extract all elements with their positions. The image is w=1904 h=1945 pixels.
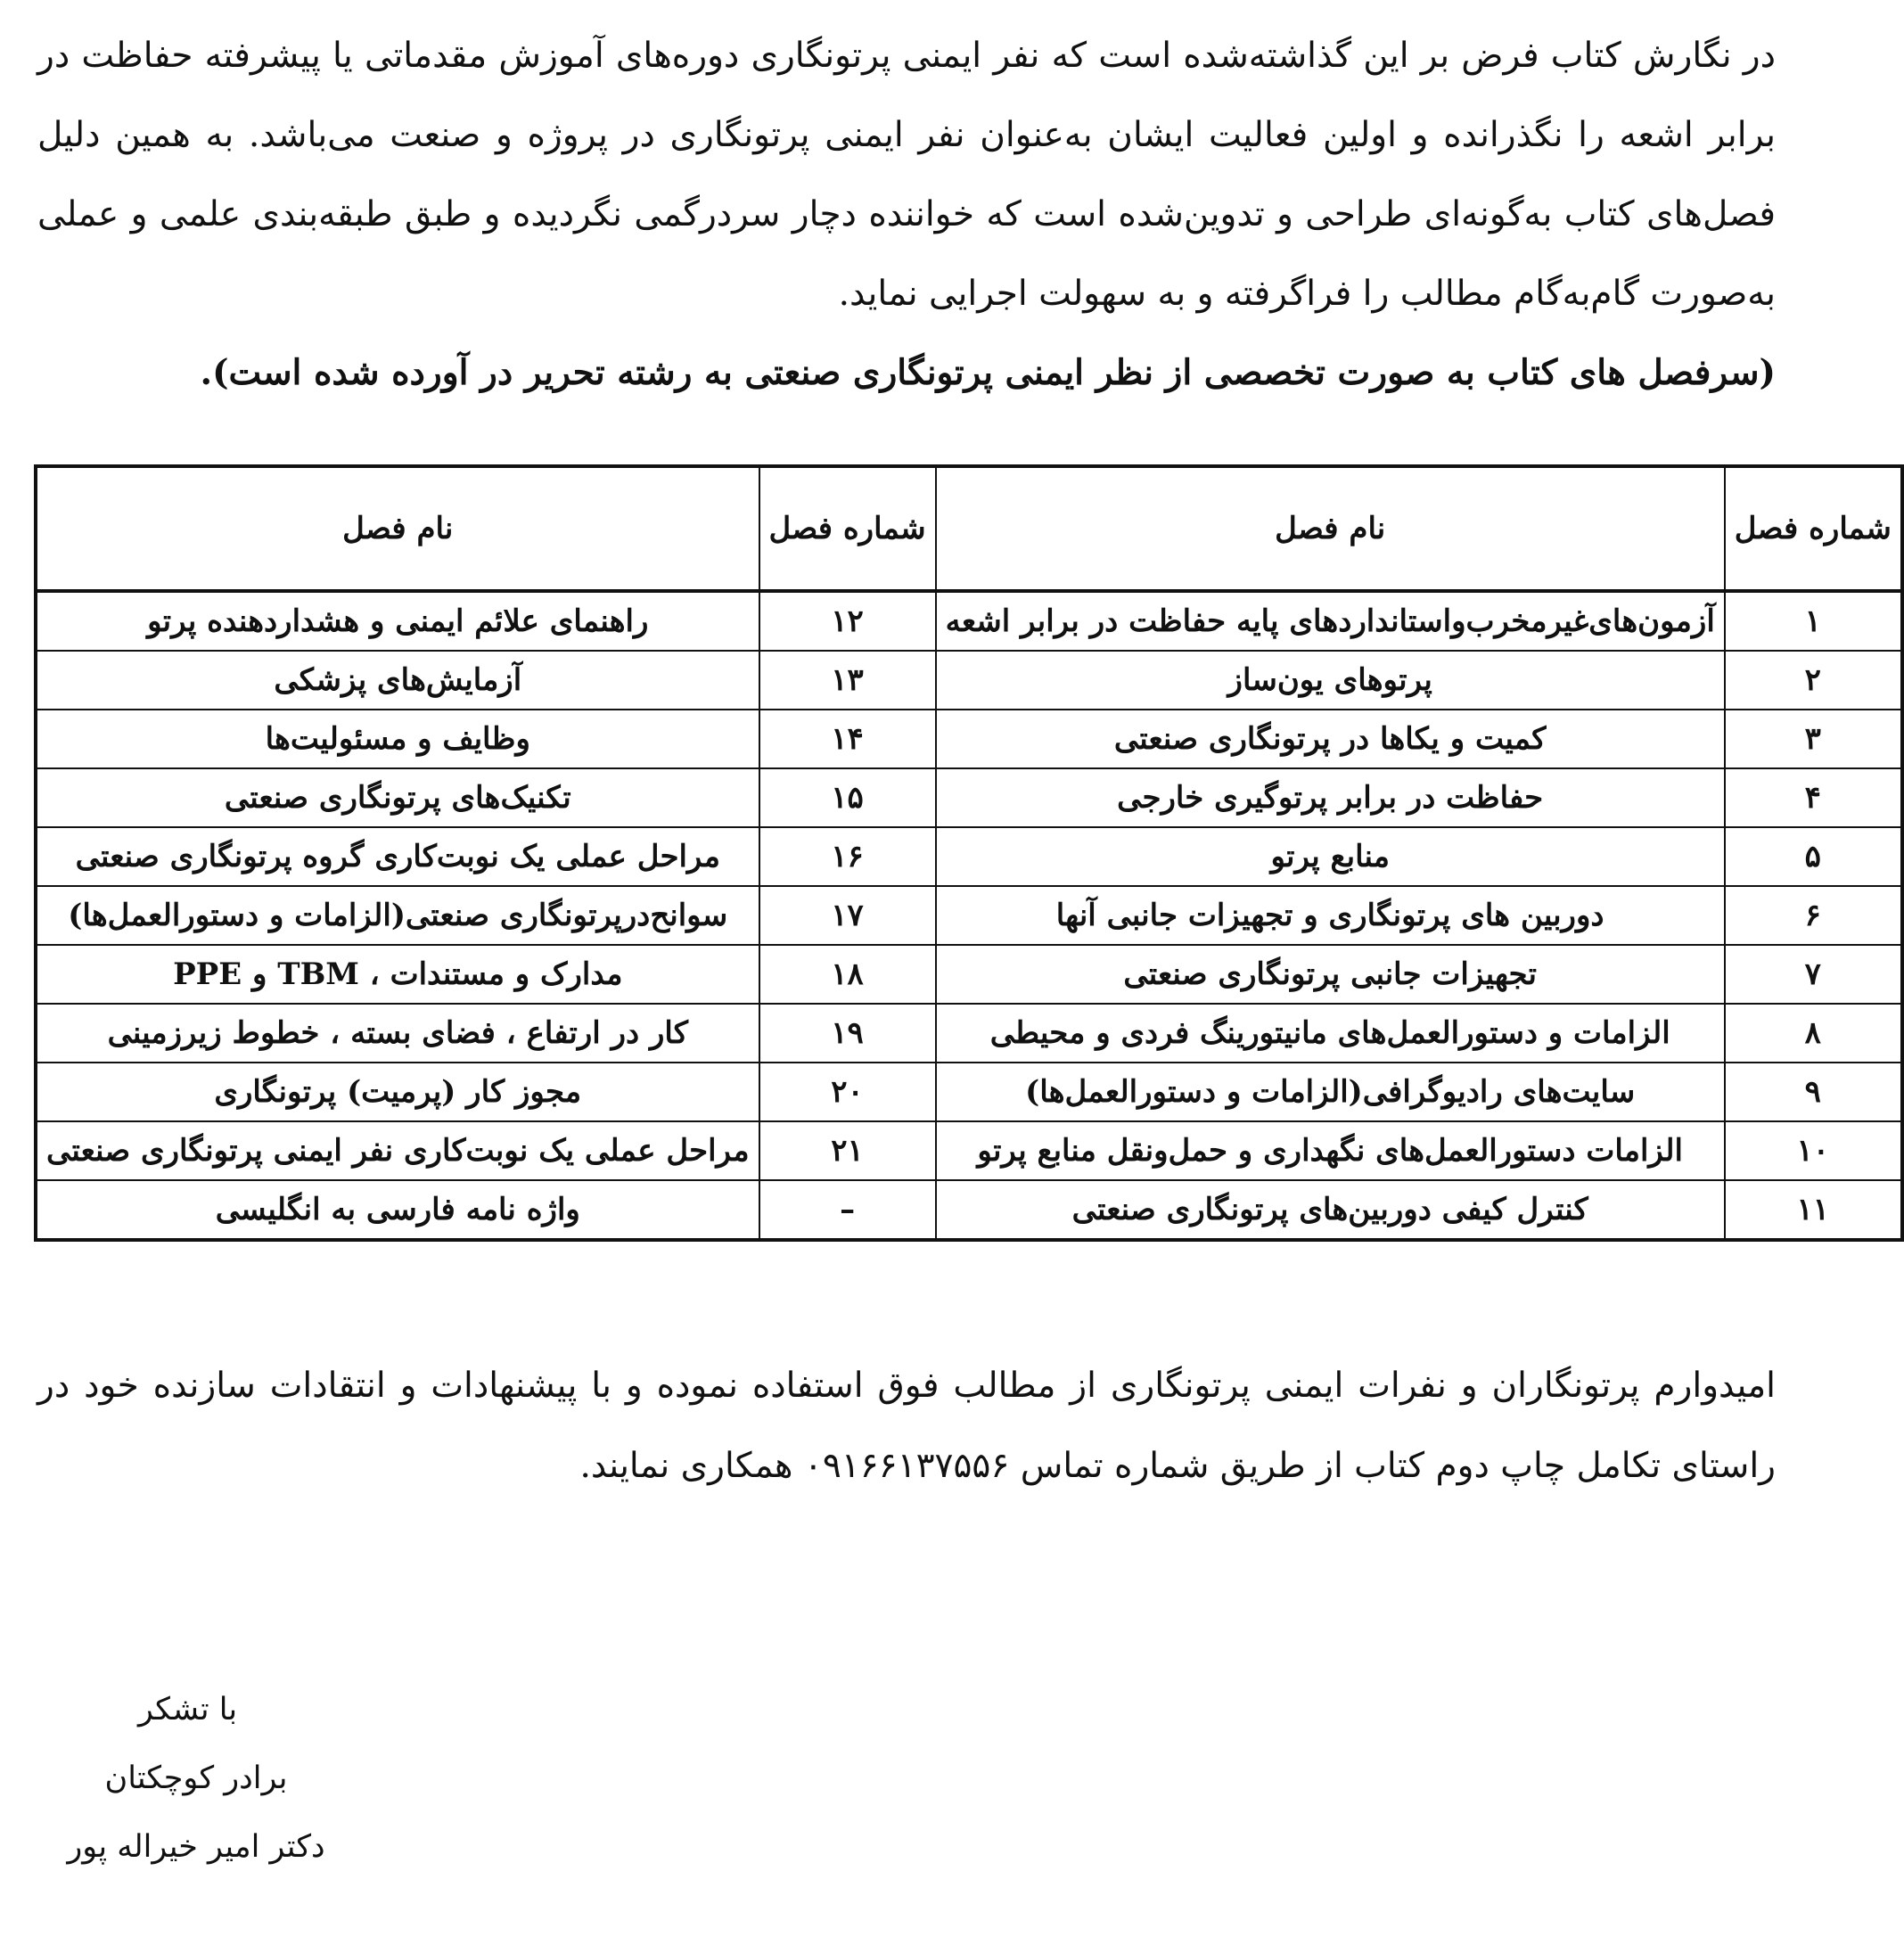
chapter-number: ۱ xyxy=(1725,591,1902,651)
chapter-number: ۱۱ xyxy=(1725,1180,1902,1240)
table-row xyxy=(36,1180,1902,1240)
chapter-name: کنترل کیفی دوربین‌های پرتونگاری صنعتی xyxy=(936,1180,1725,1240)
chapter-number: ۲ xyxy=(1725,651,1902,710)
chapter-number: ۲۱ xyxy=(759,1121,936,1180)
chapter-number: ۲۰ xyxy=(759,1063,936,1121)
chapter-number: ۷ xyxy=(1725,945,1902,1004)
chapter-number: ۶ xyxy=(1725,886,1902,945)
table-row xyxy=(36,1121,1902,1180)
chapter-name: الزامات و دستورالعمل‌های مانیتورینگ فردی و محیطی xyxy=(936,1004,1725,1063)
chapter-name: الزامات دستورالعمل‌های نگهداری و حمل‌ونقل منابع پرتو xyxy=(936,1121,1725,1180)
chapter-name: مراحل عملی یک نوبت‌کاری نفر ایمنی پرتونگاری صنعتی xyxy=(36,1121,759,1180)
chapter-name: سایت‌های رادیوگرافی(الزامات و دستورالعمل‌ها) xyxy=(936,1063,1725,1121)
table-row xyxy=(36,591,1902,651)
chapter-number: – xyxy=(759,1180,936,1240)
chapter-number: ۱۲ xyxy=(759,591,936,651)
chapter-number: ۴ xyxy=(1725,768,1902,827)
header-chapter-number: شماره فصل xyxy=(1725,466,1902,591)
table-header-row xyxy=(36,466,1902,591)
chapter-name: مدارک و مستندات ، TBM و PPE xyxy=(36,945,759,1004)
chapter-number: ۹ xyxy=(1725,1063,1902,1121)
table-row xyxy=(36,886,1902,945)
chapter-number: ۵ xyxy=(1725,827,1902,886)
chapter-name: تجهیزات جانبی پرتونگاری صنعتی xyxy=(936,945,1725,1004)
chapter-name: منابع پرتو xyxy=(936,827,1725,886)
chapters-table xyxy=(34,464,1904,1242)
chapter-name: مراحل عملی یک نوبت‌کاری گروه پرتونگاری صنعتی xyxy=(36,827,759,886)
chapter-number: ۱۹ xyxy=(759,1004,936,1063)
table-row xyxy=(36,1004,1902,1063)
chapter-number: ۱۸ xyxy=(759,945,936,1004)
table-row xyxy=(36,651,1902,710)
signature-name: دکتر امیر خیراله پور xyxy=(67,1829,325,1865)
table-row xyxy=(36,1063,1902,1121)
chapter-name: کار در ارتفاع ، فضای بسته ، خطوط زیرزمینی xyxy=(36,1004,759,1063)
chapter-name: آزمون‌های‌غیرمخرب‌واستانداردهای پایه حفاظت در برابر اشعه xyxy=(936,591,1725,651)
chapter-name: واژه نامه فارسی به انگلیسی xyxy=(36,1180,759,1240)
signature-relation: برادر کوچکتان xyxy=(104,1760,288,1796)
chapter-name: کمیت و یکاها در پرتونگاری صنعتی xyxy=(936,710,1725,768)
chapter-number: ۱۶ xyxy=(759,827,936,886)
chapter-number: ۱۴ xyxy=(759,710,936,768)
chapter-number: ۱۰ xyxy=(1725,1121,1902,1180)
table-row xyxy=(36,945,1902,1004)
signature-block xyxy=(45,1676,348,1882)
table-row xyxy=(36,710,1902,768)
chapter-number: ۱۷ xyxy=(759,886,936,945)
chapter-name: حفاظت در برابر پرتوگیری خارجی xyxy=(936,768,1725,827)
chapter-number: ۱۳ xyxy=(759,651,936,710)
header-chapter-name: نام فصل xyxy=(936,466,1725,591)
chapter-name: راهنمای علائم ایمنی و هشداردهنده پرتو xyxy=(36,591,759,651)
chapter-name: پرتوهای یون‌ساز xyxy=(936,651,1725,710)
chapter-name: سوانح‌درپرتونگاری صنعتی(الزامات و دستورالعمل‌ها) xyxy=(36,886,759,945)
chapter-number: ۳ xyxy=(1725,710,1902,768)
chapter-name: آزمایش‌های پزشکی xyxy=(36,651,759,710)
intro-note: (سرفصل های کتاب به صورت تخصصی از نظر ایمنی پرتونگاری صنعتی به رشته تحریر در آورده شده است). xyxy=(200,352,1776,393)
header-chapter-number: شماره فصل xyxy=(759,466,936,591)
chapter-name: مجوز کار (پرمیت) پرتونگاری xyxy=(36,1063,759,1121)
table-row xyxy=(36,768,1902,827)
signature-thanks: با تشکر xyxy=(138,1692,238,1728)
header-chapter-name: نام فصل xyxy=(36,466,759,591)
chapter-name: دوربین های پرتونگاری و تجهیزات جانبی آنها xyxy=(936,886,1725,945)
table-row xyxy=(36,827,1902,886)
chapter-name: وظایف و مسئولیت‌ها xyxy=(36,710,759,768)
chapter-number: ۸ xyxy=(1725,1004,1902,1063)
intro-paragraph: در نگارش کتاب فرض بر این گذاشته‌شده است که نفر ایمنی پرتونگاری دوره‌های آموزش مقدماتی یا پیشرفته حفاظت در برابر اشعه را نگذرانده و اولین فعالیت ایشان به‌عنوان نفر ایمنی پرتونگاری در پروژه و صنعت می‌باشد. به همین دلیل فصل‌های کتاب به‌گونه‌ای طراحی و تدوین‌شده است که خواننده دچار سردرگمی نگردیده و طبق طبقه‌بندی علمی و عملی به‌صورت گام‌به‌گام مطالب را فراگرفته و به سهولت اجرایی نماید. xyxy=(37,36,1776,314)
chapter-name: تکنیک‌های پرتونگاری صنعتی xyxy=(36,768,759,827)
chapter-number: ۱۵ xyxy=(759,768,936,827)
closing-paragraph: امیدوارم پرتونگاران و نفرات ایمنی پرتونگاری از مطالب فوق استفاده نموده و با پیشنهادات و انتقادات سازنده خود در راستای تکامل چاپ دوم کتاب از طریق شماره تماس ۰۹۱۶۶۱۳۷۵۵۶ همکاری نمایند. xyxy=(37,1366,1776,1486)
